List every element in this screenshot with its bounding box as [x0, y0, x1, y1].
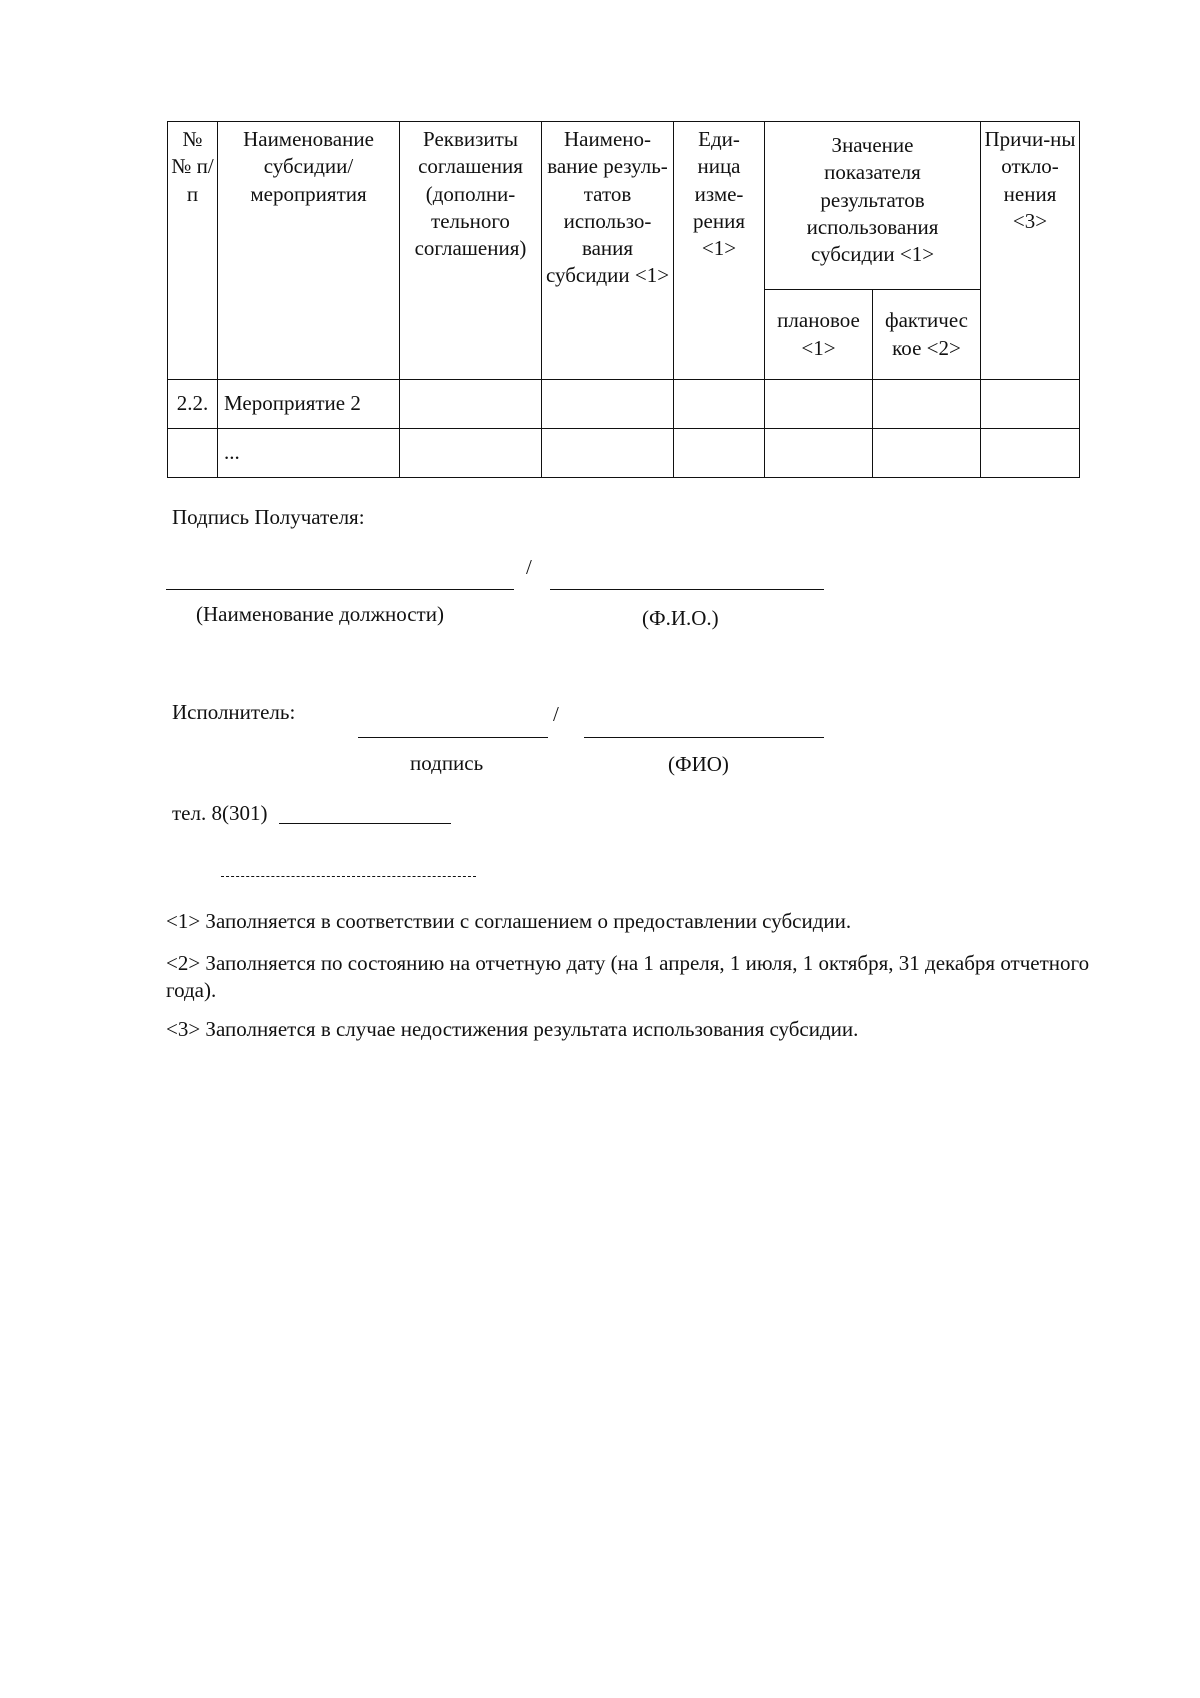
recipient-signature-label: Подпись Получателя:: [172, 505, 365, 529]
signature-slash: /: [526, 555, 532, 579]
phone-line[interactable]: [279, 823, 451, 824]
position-signature-line[interactable]: [166, 589, 514, 590]
header-num: № № п/п: [168, 122, 218, 380]
header-subsidy-name: Наименование субсидии/ мероприятия: [218, 122, 400, 380]
header-agreement-requisites: Реквизиты соглашения (дополни-тельного соглашения): [400, 122, 542, 380]
footnote-3: <3> Заполняется в случае недостижения результата использования субсидии.: [166, 1017, 859, 1041]
header-planned: плановое <1>: [765, 290, 873, 380]
cell-actual: [873, 429, 981, 478]
executor-slash: /: [553, 702, 559, 726]
executor-fio-caption: (ФИО): [668, 752, 729, 776]
executor-sign-caption: подпись: [410, 751, 484, 775]
table-header-row: [168, 122, 1080, 290]
footnote-1: <1> Заполняется в соответствии с соглашением о предоставлении субсидии.: [166, 909, 852, 933]
cell-requisites: [400, 380, 542, 429]
executor-label: Исполнитель:: [172, 700, 296, 724]
position-caption: (Наименование должности): [196, 602, 444, 626]
table-row: [168, 429, 1080, 478]
cell-reasons: [981, 429, 1080, 478]
cell-result-name: [542, 380, 674, 429]
executor-fio-line[interactable]: [584, 737, 824, 738]
cell-name: Мероприятие 2: [218, 380, 400, 429]
phone-label: тел. 8(301): [172, 801, 268, 825]
header-actual: фактичес кое <2>: [873, 290, 981, 380]
header-result-name: Наимено-вание резуль-татов использо-вания субсидии <1>: [542, 122, 674, 380]
cell-planned: [765, 429, 873, 478]
header-deviation-reasons: Причи-ны откло-нения <3>: [981, 122, 1080, 380]
cell-num: 2.2.: [168, 380, 218, 429]
cell-actual: [873, 380, 981, 429]
cell-unit: [674, 380, 765, 429]
header-unit: Еди-ница изме-рения <1>: [674, 122, 765, 380]
table-row: [168, 380, 1080, 429]
cell-unit: [674, 429, 765, 478]
cell-planned: [765, 380, 873, 429]
cell-name: ...: [218, 429, 400, 478]
header-indicator-value: Значение показателя результатов использования субсидии <1>: [765, 122, 981, 290]
cell-num: [168, 429, 218, 478]
results-table: [167, 121, 1080, 478]
executor-signature-line[interactable]: [358, 737, 548, 738]
fio-signature-line[interactable]: [550, 589, 824, 590]
cell-reasons: [981, 380, 1080, 429]
footnote-separator: [221, 876, 476, 877]
cell-result-name: [542, 429, 674, 478]
cell-requisites: [400, 429, 542, 478]
fio-caption: (Ф.И.О.): [642, 606, 719, 630]
footnote-2: <2> Заполняется по состоянию на отчетную дату (на 1 апреля, 1 июля, 1 октября, 31 декабря отчетного года).: [166, 951, 1090, 1003]
